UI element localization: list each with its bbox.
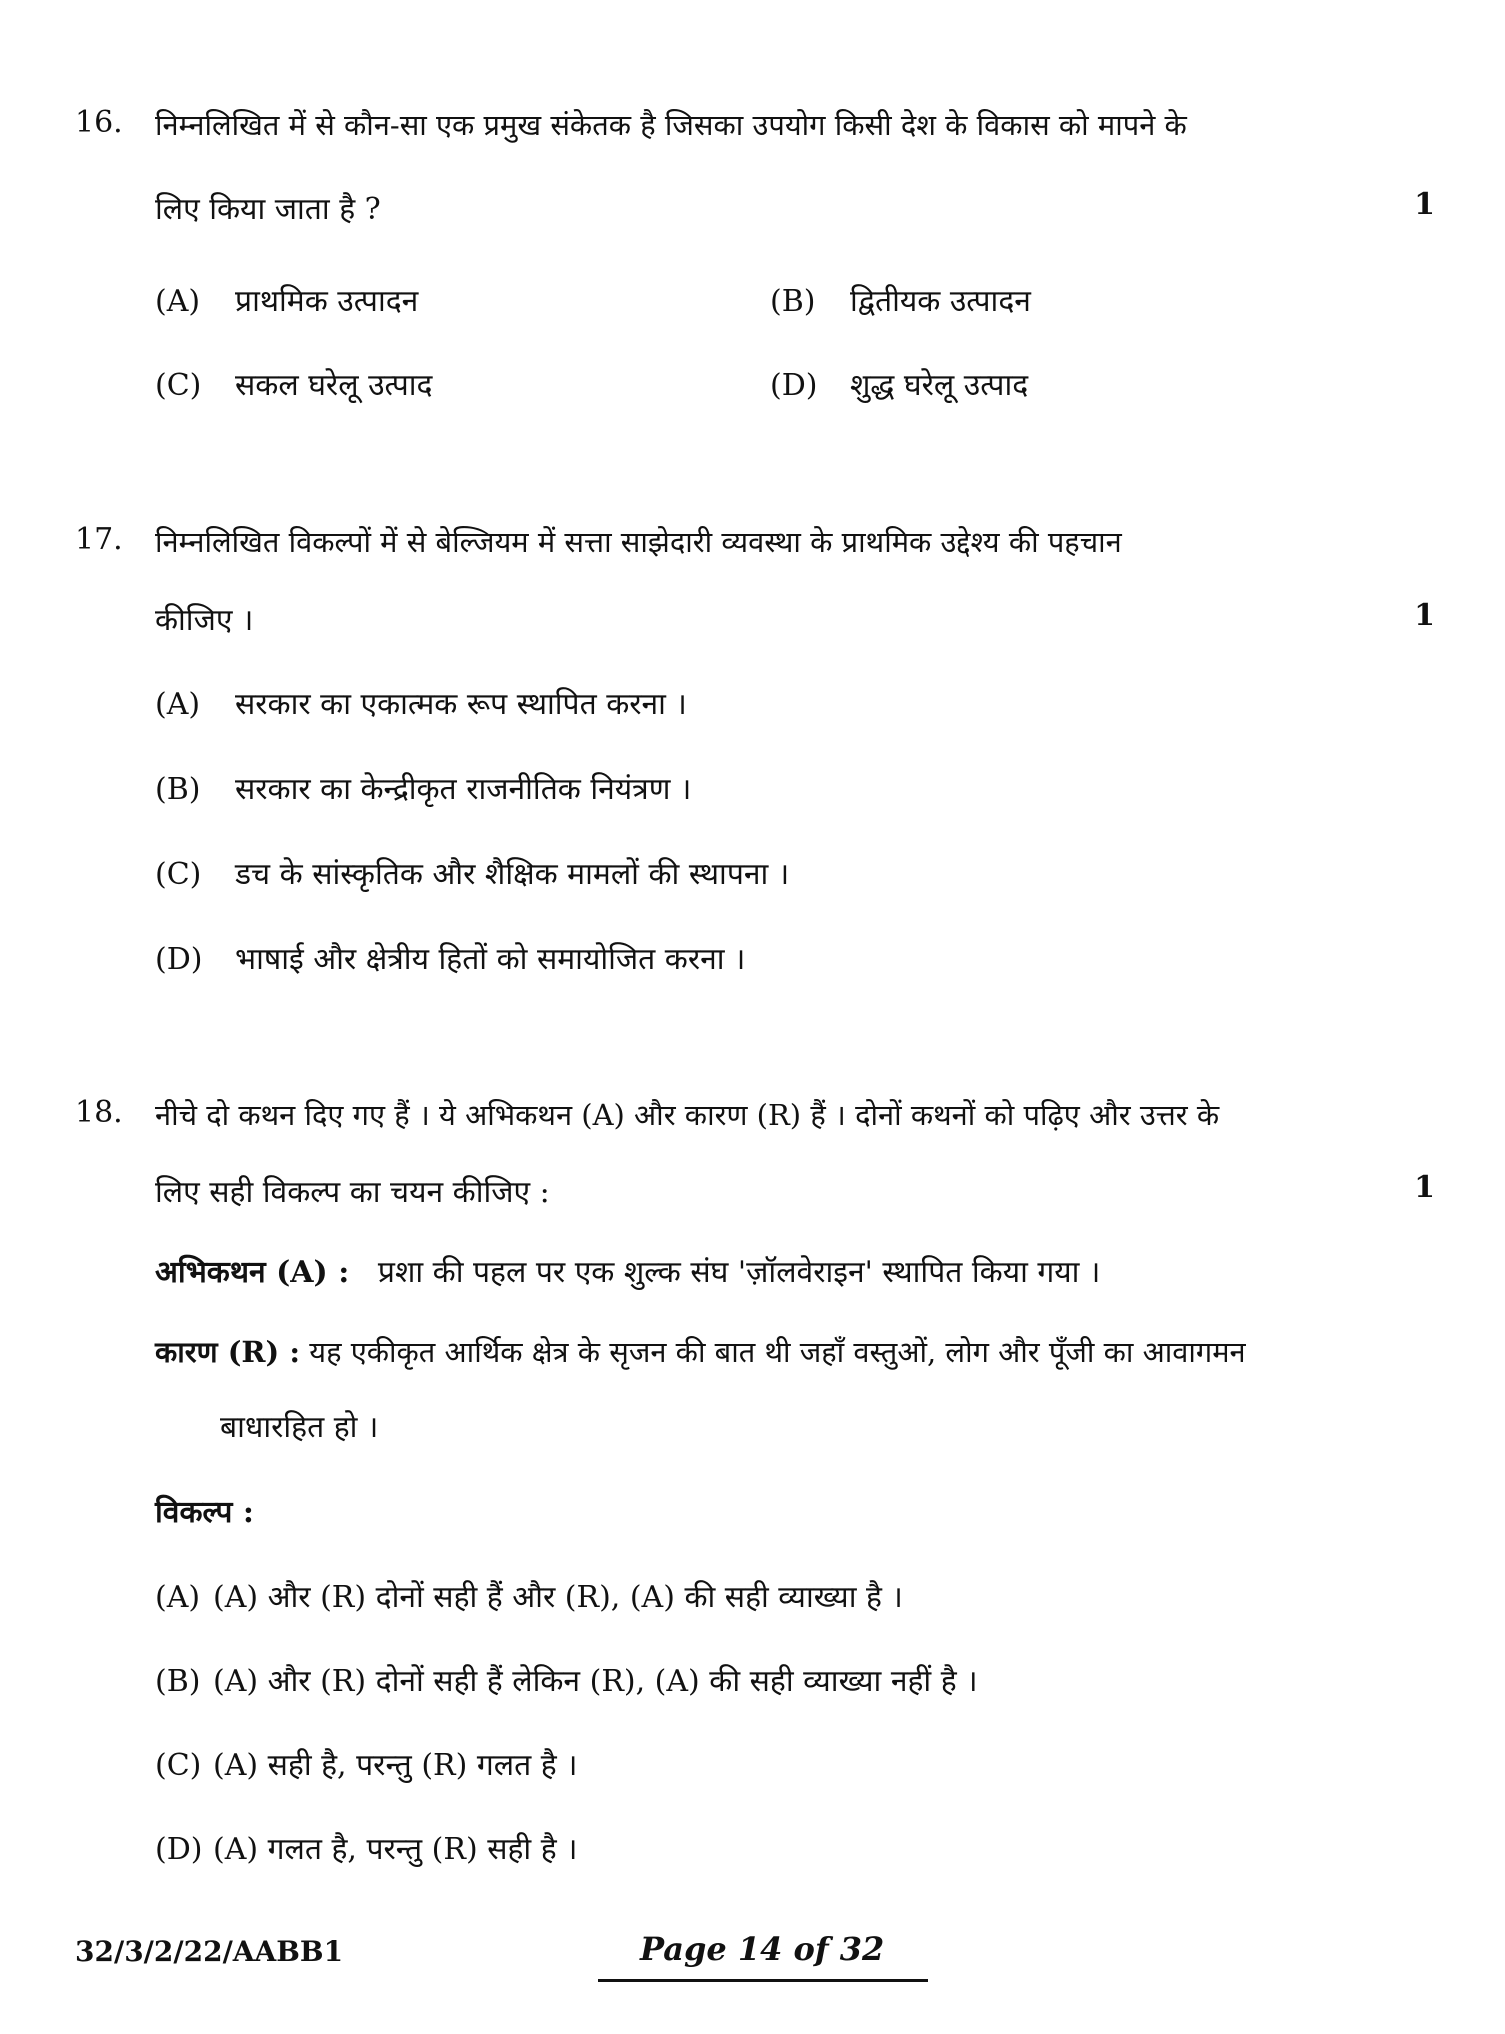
question-text-line2: कीजिए । <box>155 603 254 638</box>
option-label: (B) <box>155 772 201 807</box>
reason-text-line2: बाधारहित हो । <box>220 1410 379 1445</box>
option-c <box>155 363 432 404</box>
option-label: (A) <box>155 687 201 722</box>
footer-underline <box>598 1979 928 1982</box>
option-text: सकल घरेलू उत्पाद <box>235 368 433 403</box>
reason-label: कारण (R) : <box>155 1335 301 1369</box>
option-text: सरकार का केन्द्रीकृत राजनीतिक नियंत्रण । <box>235 772 692 807</box>
option-label: (C) <box>155 857 202 892</box>
options-heading: विकल्प : <box>155 1495 254 1530</box>
option-label: (C) <box>155 368 202 403</box>
paper-code: 32/3/2/22/AABB1 <box>75 1935 344 1968</box>
question-marks: 1 <box>1414 187 1435 222</box>
assertion <box>155 1250 1100 1291</box>
option-label: (A) <box>155 284 201 319</box>
option-label: (D) <box>155 1832 203 1867</box>
option-d <box>155 937 745 978</box>
option-c <box>155 1743 578 1784</box>
question-number: 16. <box>75 105 123 140</box>
option-d <box>155 1827 578 1868</box>
option-c <box>155 852 789 893</box>
option-text: द्वितीयक उत्पादन <box>850 284 1031 319</box>
question-text-line1: निम्नलिखित विकल्पों में से बेल्जियम में सत्ता साझेदारी व्यवस्था के प्राथमिक उद्देश्य की पहचान <box>155 525 1122 559</box>
page-number: Page 14 of 32 <box>640 1930 885 1968</box>
assertion-text: प्रशा की पहल पर एक शुल्क संघ 'ज़ॉलवेराइन' स्थापित किया गया । <box>377 1255 1101 1290</box>
option-label: (B) <box>155 1664 201 1699</box>
question-text-line1: नीचे दो कथन दिए गए हैं । ये अभिकथन (A) और कारण (R) हैं । दोनों कथनों को पढ़िए और उत्तर के <box>155 1098 1220 1132</box>
reason-continuation <box>220 1405 378 1446</box>
question-text-line1: निम्नलिखित में से कौन-सा एक प्रमुख संकेतक है जिसका उपयोग किसी देश के विकास को मापने के <box>155 108 1187 142</box>
option-label: (B) <box>770 284 816 319</box>
question-16 <box>75 105 1435 425</box>
option-text: (A) और (R) दोनों सही हैं और (R), (A) की सही व्याख्या है । <box>213 1580 903 1615</box>
option-label: (C) <box>155 1748 202 1783</box>
question-text-line2: लिए किया जाता है ? <box>155 192 381 227</box>
option-text: भाषाई और क्षेत्रीय हितों को समायोजित करना । <box>235 942 746 977</box>
option-text: (A) गलत है, परन्तु (R) सही है । <box>213 1832 578 1867</box>
option-label: (A) <box>155 1580 201 1615</box>
option-b <box>770 279 1031 320</box>
reason <box>155 1332 1246 1371</box>
question-17 <box>75 522 1435 992</box>
question-text-line2: लिए सही विकल्प का चयन कीजिए : <box>155 1175 550 1210</box>
option-text: सरकार का एकात्मक रूप स्थापित करना । <box>235 687 687 722</box>
option-label: (D) <box>770 368 818 403</box>
option-b <box>155 767 691 808</box>
option-text: शुद्ध घरेलू उत्पाद <box>850 368 1029 403</box>
option-a <box>155 1575 903 1616</box>
question-number: 17. <box>75 522 123 557</box>
option-a <box>155 682 687 723</box>
option-d <box>770 363 1028 404</box>
option-a <box>155 279 418 320</box>
question-marks: 1 <box>1414 598 1435 633</box>
assertion-label: अभिकथन (A) : <box>155 1255 350 1290</box>
question-marks: 1 <box>1414 1170 1435 1205</box>
question-number: 18. <box>75 1095 123 1130</box>
option-b <box>155 1659 978 1700</box>
option-text: प्राथमिक उत्पादन <box>235 284 419 319</box>
reason-text-line1: यह एकीकृत आर्थिक क्षेत्र के सृजन की बात थी जहाँ वस्तुओं, लोग और पूँजी का आवागमन <box>309 1335 1246 1369</box>
question-18 <box>75 1095 1435 1895</box>
option-text: (A) और (R) दोनों सही हैं लेकिन (R), (A) की सही व्याख्या नहीं है । <box>213 1664 978 1699</box>
option-label: (D) <box>155 942 203 977</box>
option-text: डच के सांस्कृतिक और शैक्षिक मामलों की स्थापना । <box>235 857 790 892</box>
option-text: (A) सही है, परन्तु (R) गलत है । <box>213 1748 578 1783</box>
